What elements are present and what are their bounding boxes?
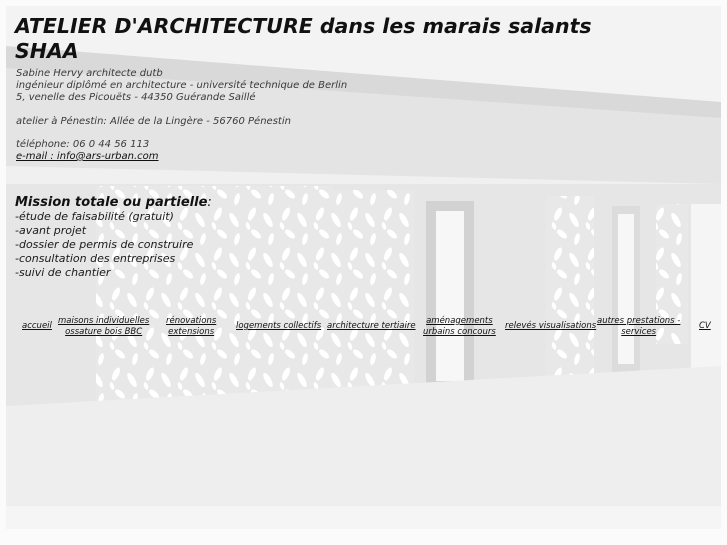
mission-item: -suivi de chantier	[15, 266, 111, 279]
nav-amenagements-line2: urbains concours	[423, 326, 496, 337]
nav-renovations-line1: rénovations	[166, 316, 217, 326]
architect-degree: ingénieur diplômé en architecture - université technique de Berlin	[16, 80, 348, 91]
nav-logements-collectifs[interactable]: logements collectifs	[236, 321, 322, 331]
address: 5, venelle des Picouëts - 44350 Guérande Saillé	[16, 92, 256, 103]
nav-renovations[interactable]	[166, 316, 216, 337]
nav-autres-line2: services	[621, 326, 657, 337]
nav-renovations-line2: extensions	[168, 326, 215, 337]
nav-maisons-individuelles[interactable]	[58, 316, 149, 337]
nav-maisons-line2: ossature bois BBC	[65, 326, 143, 337]
email-link[interactable]: e-mail : info@ars-urban.com	[16, 151, 159, 162]
nav-cv[interactable]: CV	[699, 321, 711, 331]
mission-item: -étude de faisabilité (gratuit)	[15, 210, 174, 223]
mission-item: -dossier de permis de construire	[15, 238, 194, 251]
mission-title: Mission totale ou partielle	[15, 195, 208, 210]
title-line-1: ATELIER D'ARCHITECTURE dans les marais salants	[15, 14, 592, 38]
page-title	[15, 14, 592, 64]
nav-amenagements[interactable]	[423, 316, 496, 337]
architect-name: Sabine Hervy architecte dutb	[16, 68, 163, 79]
nav-releves-visualisations[interactable]: relevés visualisations	[505, 321, 597, 331]
mission-colon: :	[207, 195, 212, 210]
atelier-address: atelier à Pénestin: Allée de la Lingère - 56760 Pénestin	[16, 116, 291, 127]
nav-amenagements-line1: aménagements	[426, 316, 493, 326]
mission-item: -consultation des entreprises	[15, 252, 176, 265]
nav-autres-prestations[interactable]	[597, 316, 680, 337]
nav-architecture-tertiaire[interactable]: architecture tertiaire	[327, 321, 416, 331]
title-line-2: SHAA	[15, 39, 79, 63]
mission-item: -avant projet	[15, 224, 87, 237]
nav-accueil[interactable]: accueil	[22, 321, 52, 331]
phone: téléphone: 06 0 44 56 113	[16, 139, 150, 150]
mission-heading	[15, 195, 212, 210]
nav-autres-line1: autres prestations -	[597, 316, 681, 326]
nav-maisons-line1: maisons individuelles	[58, 316, 150, 326]
